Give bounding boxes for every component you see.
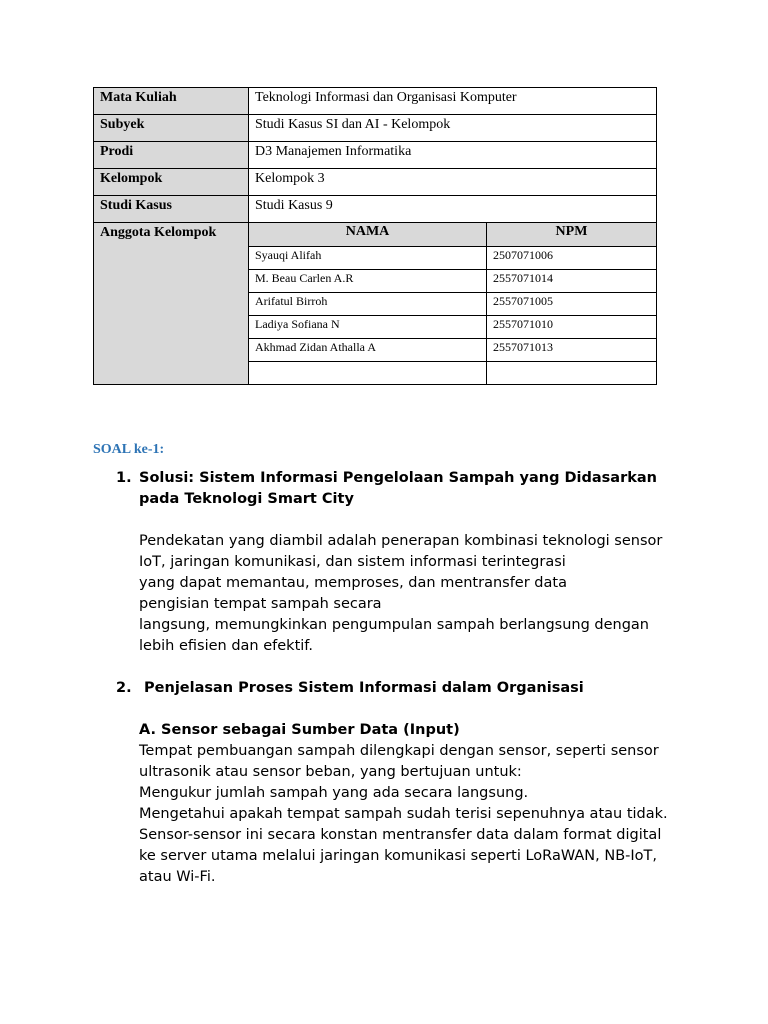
col-header-nama: NAMA — [249, 223, 487, 247]
soal-heading: SOAL ke-1: — [93, 442, 165, 457]
member-name: Syauqi Alifah — [249, 247, 487, 270]
row-label: Subyek — [94, 115, 249, 142]
row-value: Kelompok 3 — [249, 169, 657, 196]
paragraph-line: lebih efisien dan efektif. — [139, 638, 313, 654]
paragraph-line: Mengukur jumlah sampah yang ada secara langsung. — [139, 785, 529, 801]
member-name: Arifatul Birroh — [249, 293, 487, 316]
members-label: Anggota Kelompok — [94, 223, 249, 385]
member-row — [249, 293, 656, 316]
paragraph-line: IoT, jaringan komunikasi, dan sistem informasi terintegrasi — [139, 554, 566, 570]
list-item — [116, 678, 686, 888]
paragraph-line: atau Wi-Fi. — [139, 869, 216, 885]
member-npm-empty — [487, 362, 657, 385]
row-value: Studi Kasus 9 — [249, 196, 657, 223]
table-row — [94, 169, 657, 196]
item-body — [139, 678, 686, 888]
row-label: Prodi — [94, 142, 249, 169]
member-npm: 2507071006 — [487, 247, 657, 270]
item-body — [139, 468, 686, 657]
member-npm: 2557071005 — [487, 293, 657, 316]
course-info-table — [93, 87, 657, 385]
member-name: M. Beau Carlen A.R — [249, 270, 487, 293]
paragraph-line: pengisian tempat sampah secara — [139, 596, 382, 612]
item-title-line: Solusi: Sistem Informasi Pengelolaan Sampah yang Didasarkan — [139, 470, 657, 486]
member-row-empty — [249, 362, 656, 385]
paragraph-line: langsung, memungkinkan pengumpulan sampah berlangsung dengan — [139, 617, 649, 633]
members-row — [94, 223, 657, 385]
member-row — [249, 316, 656, 339]
answer-content — [116, 468, 686, 888]
item-number: 2. — [116, 680, 132, 696]
table-row — [94, 115, 657, 142]
list-item — [116, 468, 686, 657]
member-npm: 2557071013 — [487, 339, 657, 362]
members-header-row — [249, 223, 656, 247]
paragraph-line: yang dapat memantau, memproses, dan mentransfer data — [139, 575, 567, 591]
col-header-npm: NPM — [487, 223, 657, 247]
paragraph-line: Mengetahui apakah tempat sampah sudah terisi sepenuhnya atau tidak. — [139, 806, 668, 822]
item-number: 1. — [116, 470, 132, 486]
members-cell — [249, 223, 657, 385]
row-label: Studi Kasus — [94, 196, 249, 223]
paragraph-line: Sensor-sensor ini secara konstan mentransfer data dalam format digital — [139, 827, 662, 843]
member-npm: 2557071014 — [487, 270, 657, 293]
table-row — [94, 142, 657, 169]
row-label: Kelompok — [94, 169, 249, 196]
section-subtitle: A. Sensor sebagai Sumber Data (Input) — [139, 722, 460, 738]
paragraph-line: Tempat pembuangan sampah dilengkapi dengan sensor, seperti sensor — [139, 743, 659, 759]
item-title-line: Penjelasan Proses Sistem Informasi dalam Organisasi — [139, 680, 584, 696]
row-value: Studi Kasus SI dan AI - Kelompok — [249, 115, 657, 142]
member-name: Akhmad Zidan Athalla A — [249, 339, 487, 362]
member-name: Ladiya Sofiana N — [249, 316, 487, 339]
item-title-line: pada Teknologi Smart City — [139, 491, 354, 507]
row-value: D3 Manajemen Informatika — [249, 142, 657, 169]
table-row — [94, 88, 657, 115]
member-name-empty — [249, 362, 487, 385]
row-label: Mata Kuliah — [94, 88, 249, 115]
paragraph-line: ke server utama melalui jaringan komunikasi seperti LoRaWAN, NB-IoT, — [139, 848, 657, 864]
member-row — [249, 339, 656, 362]
paragraph-line: ultrasonik atau sensor beban, yang bertujuan untuk: — [139, 764, 522, 780]
table-row — [94, 196, 657, 223]
member-row — [249, 247, 656, 270]
member-row — [249, 270, 656, 293]
row-value: Teknologi Informasi dan Organisasi Komputer — [249, 88, 657, 115]
member-npm: 2557071010 — [487, 316, 657, 339]
members-table — [249, 223, 656, 384]
paragraph-line: Pendekatan yang diambil adalah penerapan kombinasi teknologi sensor — [139, 533, 663, 549]
